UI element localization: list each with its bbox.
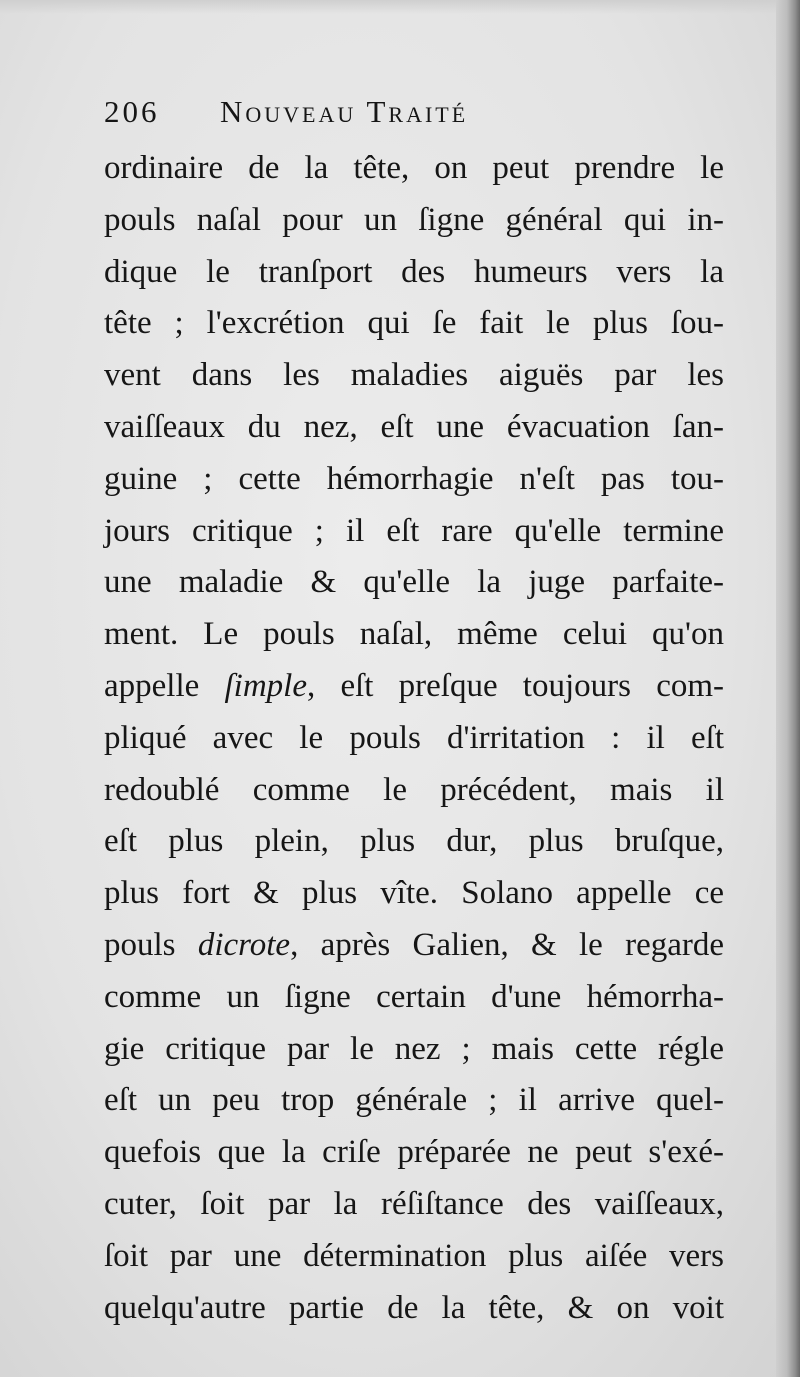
text-line: tête ; l'excrétion qui ſe fait le plus ſou- xyxy=(104,305,724,342)
body-text xyxy=(104,143,724,1334)
italic-term-dicrote: dicrote xyxy=(197,926,291,963)
text-line: quefois que la criſe préparée ne peut s'exé- xyxy=(104,1134,724,1171)
text-segment: , eſt preſque toujours com- xyxy=(306,667,724,704)
page-top-shadow xyxy=(0,0,800,14)
text-segment: pouls xyxy=(104,926,198,963)
text-line: guine ; cette hémorrhagie n'eſt pas tou- xyxy=(104,460,724,497)
text-line: pliqué avec le pouls d'irritation : il eſt xyxy=(104,719,724,756)
text-line: une maladie & qu'elle la juge parfaite- xyxy=(104,564,724,601)
page-binding-edge xyxy=(776,0,800,1377)
text-line: vaiſſeaux du nez, eſt une évacuation ſan- xyxy=(104,408,724,445)
text-line: vent dans les maladies aiguës par les xyxy=(104,357,724,394)
text-line: eſt un peu trop générale ; il arrive quel- xyxy=(104,1082,724,1119)
text-line-with-italic xyxy=(104,920,724,972)
text-segment: appelle xyxy=(104,667,225,704)
text-line: jours critique ; il eſt rare qu'elle termine xyxy=(104,512,724,549)
text-line: ment. Le pouls naſal, même celui qu'on xyxy=(104,616,724,653)
text-line: gie critique par le nez ; mais cette régle xyxy=(104,1030,724,1067)
text-line-with-italic xyxy=(104,661,724,713)
running-title: Nouveau Traité xyxy=(220,94,469,129)
text-line: ſoit par une détermination plus aiſée vers xyxy=(104,1237,724,1274)
running-header xyxy=(104,94,664,138)
text-line: dique le tranſport des humeurs vers la xyxy=(104,253,724,290)
text-line: ordinaire de la tête, on peut prendre le xyxy=(104,150,724,186)
text-line: quelqu'autre partie de la tête, & on voit xyxy=(104,1289,724,1326)
text-segment: , après Galien, & le regarde xyxy=(290,926,724,963)
text-line: cuter, ſoit par la réſiſtance des vaiſſeaux, xyxy=(104,1185,724,1222)
italic-term-simple: ſimple xyxy=(224,667,307,704)
text-line: plus fort & plus vîte. Solano appelle ce xyxy=(104,875,724,912)
text-line: pouls naſal pour un ſigne général qui in- xyxy=(104,201,724,238)
text-line: redoublé comme le précédent, mais il xyxy=(104,771,724,808)
page-number: 206 xyxy=(104,94,160,129)
text-line: comme un ſigne certain d'une hémorrha- xyxy=(104,978,724,1015)
text-line: eſt plus plein, plus dur, plus bruſque, xyxy=(104,823,724,860)
